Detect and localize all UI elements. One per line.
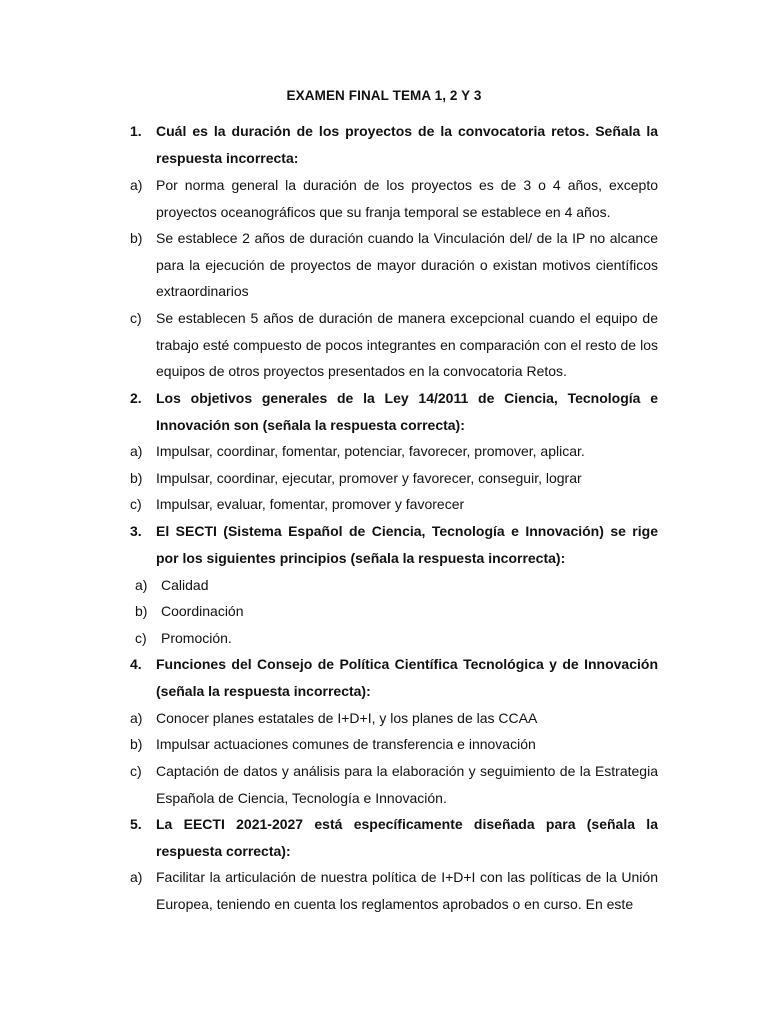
option-text: Impulsar, coordinar, ejecutar, promover y favorecer, conseguir, lograr <box>156 470 582 486</box>
q3-option-a <box>130 572 658 599</box>
option-label: c) <box>135 630 147 646</box>
q1-option-c <box>130 305 658 385</box>
option-text: Se establecen 5 años de duración de manera excepcional cuando el equipo de trabajo esté compuesto de pocos integrantes en comparación con el resto de los equipos de otros proyectos presentados en la convocatoria Retos. <box>156 310 658 380</box>
question-text: Funciones del Consejo de Política Científica Tecnológica y de Innovación (señala la respuesta incorrecta): <box>156 656 658 699</box>
option-label: b) <box>130 230 143 246</box>
q2-option-a <box>130 438 658 465</box>
option-text: Coordinación <box>161 603 244 619</box>
option-label: c) <box>130 310 142 326</box>
question-number: 4. <box>130 656 142 672</box>
q2-option-b <box>130 465 658 492</box>
option-label: a) <box>130 443 143 459</box>
option-label: c) <box>130 496 142 512</box>
question-1 <box>130 118 658 171</box>
option-text: Impulsar, coordinar, fomentar, potenciar, favorecer, promover, aplicar. <box>156 443 585 459</box>
question-number: 2. <box>130 390 142 406</box>
option-text: Impulsar, evaluar, fomentar, promover y favorecer <box>156 496 465 512</box>
question-2 <box>130 385 658 438</box>
option-label: b) <box>130 736 143 752</box>
q4-option-b <box>130 731 658 758</box>
question-number: 1. <box>130 123 142 139</box>
q2-option-c <box>130 491 658 518</box>
question-number: 3. <box>130 523 142 539</box>
question-text: El SECTI (Sistema Español de Ciencia, Tecnología e Innovación) se rige por los siguientes principios (señala la respuesta incorrecta): <box>156 523 658 566</box>
question-number: 5. <box>130 816 142 832</box>
option-text: Impulsar actuaciones comunes de transferencia e innovación <box>156 736 536 752</box>
option-label: a) <box>130 869 143 885</box>
option-text: Por norma general la duración de los proyectos es de 3 o 4 años, excepto proyectos oceanográficos que su franja temporal se establece en 4 años. <box>156 177 658 220</box>
question-text: Los objetivos generales de la Ley 14/2011 de Ciencia, Tecnología e Innovación son (señala la respuesta correcta): <box>156 390 658 433</box>
option-text: Promoción. <box>161 630 232 646</box>
question-4 <box>130 651 658 704</box>
question-text: Cuál es la duración de los proyectos de la convocatoria retos. Señala la respuesta incorrecta: <box>156 123 658 166</box>
page-title: EXAMEN FINAL TEMA 1, 2 Y 3 <box>286 88 482 103</box>
q4-option-c <box>130 758 658 811</box>
option-label: b) <box>135 603 148 619</box>
option-label: a) <box>135 577 148 593</box>
option-label: b) <box>130 470 143 486</box>
option-text: Conocer planes estatales de I+D+I, y los planes de las CCAA <box>156 710 538 726</box>
question-3 <box>130 518 658 571</box>
option-label: a) <box>130 177 143 193</box>
option-text: Facilitar la articulación de nuestra política de I+D+I con las políticas de la Unión Europea, teniendo en cuenta los reglamentos aprobados o en curso. En este <box>156 869 658 912</box>
q1-option-b <box>130 225 658 305</box>
option-text: Captación de datos y análisis para la elaboración y seguimiento de la Estrategia Española de Ciencia, Tecnología e Innovación. <box>156 763 658 806</box>
option-text: Calidad <box>161 577 209 593</box>
q3-option-b <box>130 598 658 625</box>
option-label: a) <box>130 710 143 726</box>
q5-option-a <box>130 864 658 917</box>
question-text: La EECTI 2021-2027 está específicamente diseñada para (señala la respuesta correcta): <box>156 816 658 859</box>
q3-option-c <box>130 625 658 652</box>
question-5 <box>130 811 658 864</box>
option-label: c) <box>130 763 142 779</box>
option-text: Se establece 2 años de duración cuando la Vinculación del/ de la IP no alcance para la ejecución de proyectos de mayor duración o existan motivos científicos extraordinarios <box>156 230 658 300</box>
q1-option-a <box>130 172 658 225</box>
q4-option-a <box>130 705 658 732</box>
